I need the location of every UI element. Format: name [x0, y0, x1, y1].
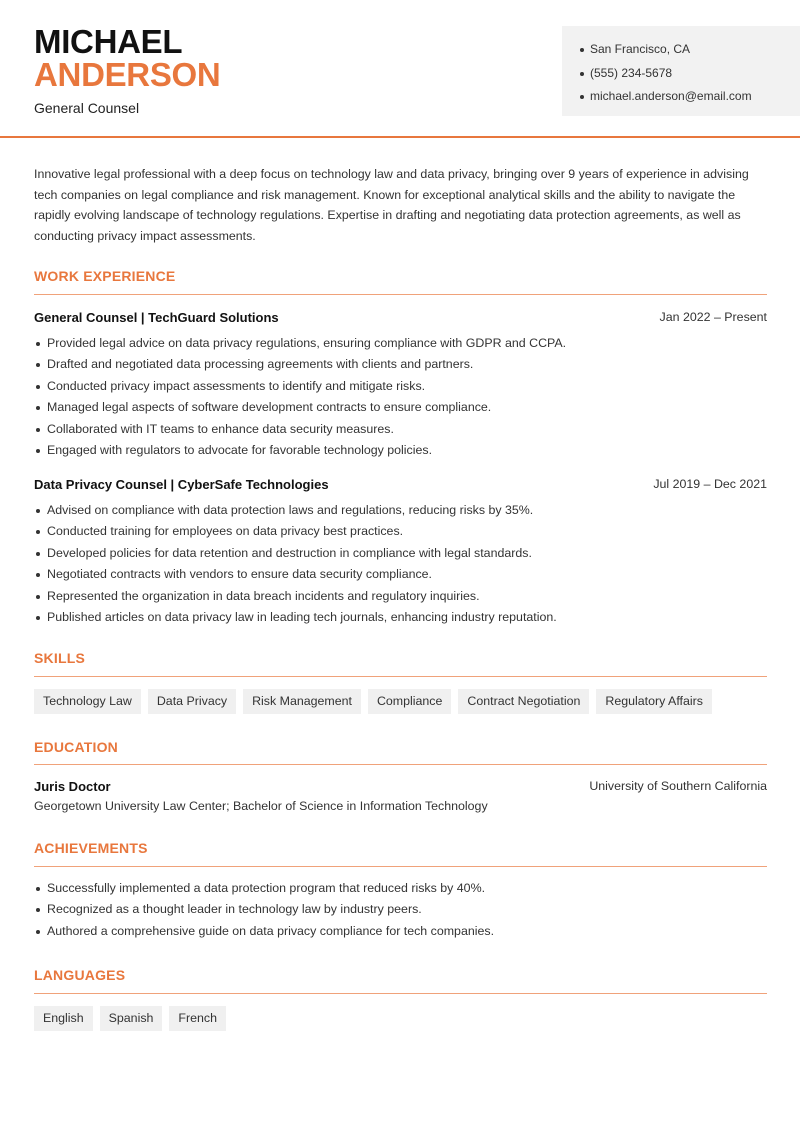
skills-chip-list [34, 689, 712, 714]
contact-phone: (555) 234-5678 [580, 62, 800, 86]
job-dates: Jan 2022 – Present [659, 310, 767, 324]
language-chip: English [34, 1006, 93, 1031]
list-item: Successfully implemented a data protection program that reduced risks by 40%. [34, 878, 767, 899]
list-item: Collaborated with IT teams to enhance data security measures. [34, 419, 767, 440]
list-item: Developed policies for data retention and destruction in compliance with legal standards. [34, 543, 767, 564]
job-role: General Counsel [34, 100, 140, 116]
summary-paragraph: Innovative legal professional with a deep focus on technology law and data privacy, bringing over 9 years of experience in advising tech companies on legal compliance and risk management. Known for exceptional analytical skills and the ability to navigate the rapidly evolving landscape of technology regulations. Expertise in drafting and negotiating data protection agreements, as well as conducting privacy impact assessments. [34, 167, 749, 243]
list-item: Conducted privacy impact assessments to identify and mitigate risks. [34, 376, 767, 397]
job-bullet-list [34, 500, 767, 628]
job-title: General Counsel | TechGuard Solutions [34, 310, 279, 325]
contact-email[interactable]: michael.anderson@email.com [580, 85, 800, 109]
languages-heading: LANGUAGES [34, 967, 126, 983]
education-detail: Georgetown University Law Center; Bachelor of Science in Information Technology [34, 799, 488, 813]
section-divider [34, 764, 767, 765]
list-item: Managed legal aspects of software development contracts to ensure compliance. [34, 397, 767, 418]
language-chip: Spanish [100, 1006, 163, 1031]
skill-chip: Compliance [368, 689, 451, 714]
list-item: Negotiated contracts with vendors to ensure data security compliance. [34, 564, 767, 585]
list-item: Drafted and negotiated data processing agreements with clients and partners. [34, 354, 767, 375]
work-experience-heading: WORK EXPERIENCE [34, 268, 176, 284]
education-heading: EDUCATION [34, 739, 118, 755]
list-item: Authored a comprehensive guide on data privacy compliance for tech companies. [34, 921, 767, 942]
section-divider [34, 993, 767, 994]
list-item: Conducted training for employees on data privacy best practices. [34, 521, 767, 542]
job-dates: Jul 2019 – Dec 2021 [653, 477, 767, 491]
list-item: Represented the organization in data breach incidents and regulatory inquiries. [34, 586, 767, 607]
list-item: Published articles on data privacy law in leading tech journals, enhancing industry reputation. [34, 607, 767, 628]
section-divider [34, 676, 767, 677]
education-school: University of Southern California [589, 779, 767, 793]
skill-chip: Risk Management [243, 689, 361, 714]
language-chip: French [169, 1006, 226, 1031]
list-item: Provided legal advice on data privacy regulations, ensuring compliance with GDPR and CCPA. [34, 333, 767, 354]
achievements-heading: ACHIEVEMENTS [34, 840, 148, 856]
contact-box [562, 26, 800, 116]
languages-chip-list [34, 1006, 226, 1031]
education-degree: Juris Doctor [34, 779, 111, 794]
list-item: Engaged with regulators to advocate for favorable technology policies. [34, 440, 767, 461]
skill-chip: Data Privacy [148, 689, 236, 714]
achievements-list [34, 878, 767, 942]
job-title: Data Privacy Counsel | CyberSafe Technologies [34, 477, 329, 492]
skill-chip: Technology Law [34, 689, 141, 714]
skill-chip: Contract Negotiation [458, 689, 589, 714]
resume-header [0, 0, 800, 138]
job-bullet-list [34, 333, 767, 461]
first-name: MICHAEL [34, 23, 183, 60]
contact-location: San Francisco, CA [580, 38, 800, 62]
skill-chip: Regulatory Affairs [596, 689, 712, 714]
skills-heading: SKILLS [34, 650, 85, 666]
section-divider [34, 294, 767, 295]
last-name: ANDERSON [34, 56, 221, 93]
section-divider [34, 866, 767, 867]
list-item: Recognized as a thought leader in technology law by industry peers. [34, 899, 767, 920]
list-item: Advised on compliance with data protection laws and regulations, reducing risks by 35%. [34, 500, 767, 521]
